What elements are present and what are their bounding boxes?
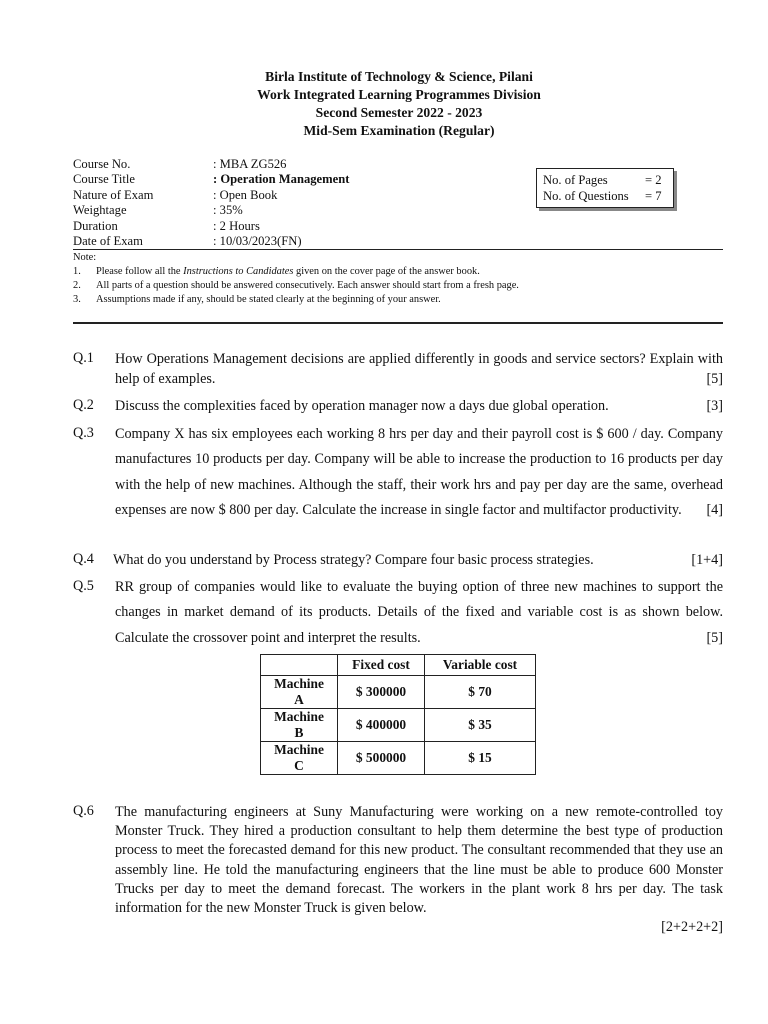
notes-title: Note: xyxy=(73,252,97,263)
variable-cost-cell: $ 35 xyxy=(425,709,536,742)
question-text xyxy=(115,575,723,651)
machine-cell xyxy=(261,742,338,775)
meta-value: : 10/03/2023(FN) xyxy=(213,234,302,249)
note-item xyxy=(73,279,723,293)
question-number: Q.3 xyxy=(73,425,94,441)
meta-row xyxy=(73,219,349,234)
machine-id: B xyxy=(294,725,304,740)
fixed-cost-cell: $ 300000 xyxy=(338,676,425,709)
machine-label: Machine xyxy=(274,676,324,691)
question-text xyxy=(115,350,723,389)
question-2 xyxy=(73,397,723,417)
variable-cost-cell: $ 70 xyxy=(425,676,536,709)
pages-label: No. of Pages xyxy=(543,173,608,187)
question-marks: [3] xyxy=(706,398,723,414)
pages-box xyxy=(536,168,674,208)
table-header-cell: Fixed cost xyxy=(338,655,425,676)
notes xyxy=(73,251,723,307)
meta-value: : 2 Hours xyxy=(213,218,260,233)
question-marks: [2+2+2+2] xyxy=(661,919,723,936)
question-4 xyxy=(73,551,723,571)
questions-row xyxy=(543,188,673,204)
question-number: Q.2 xyxy=(73,397,94,413)
question-number: Q.1 xyxy=(73,350,94,366)
meta-label: Course No. xyxy=(73,157,131,171)
question-body: The manufacturing engineers at Suny Manufacturing were working on a new remote-controlled toy Monster Truck. They hired a production consultant to help them determine the best type of production process to meet the forecasted demand for this new product. The consultant recommended that they use an assembly line. He told the manufacturing engineers that the line must be able to produce 600 Monster Trucks per day to meet the demand forecast. The workers in the plant work 8 hrs per day. The task information for the new Monster Truck is given below. xyxy=(115,804,723,917)
question-body: How Operations Management decisions are applied differently in goods and service sectors? Explain with help of examples. xyxy=(115,351,723,387)
exam-header xyxy=(0,68,768,140)
table-header-row xyxy=(261,655,536,676)
note-text xyxy=(96,265,480,279)
question-number: Q.5 xyxy=(73,578,94,594)
question-body: Discuss the complexities faced by operation manager now a days due global operation. xyxy=(115,398,609,414)
meta-row xyxy=(73,234,349,249)
meta-row xyxy=(73,157,349,172)
question-body: RR group of companies would like to evaluate the buying option of three new machines to support the changes in market demand of its products. Details of the fixed and variable cost is as shown below. Calculate the crossover point and interpret the results. xyxy=(115,579,723,646)
fixed-cost-cell: $ 400000 xyxy=(338,709,425,742)
course-details xyxy=(73,157,349,249)
institute-name: Birla Institute of Technology & Science, Pilani xyxy=(265,69,533,84)
machine-cell xyxy=(261,709,338,742)
question-marks: [5] xyxy=(706,370,723,387)
question-body: What do you understand by Process strategy? Compare four basic process strategies. xyxy=(113,552,594,568)
note-text-part: given on the cover page of the answer book. xyxy=(293,266,480,277)
questions-value: = 7 xyxy=(645,189,662,203)
variable-cost-cell: $ 15 xyxy=(425,742,536,775)
pages-row xyxy=(543,172,673,188)
machine-id: A xyxy=(294,692,304,707)
meta-value: : Open Book xyxy=(213,187,278,202)
meta-value: : 35% xyxy=(213,203,243,218)
meta-value: : Operation Management xyxy=(213,172,350,187)
meta-label: Nature of Exam xyxy=(73,187,154,202)
machine-cell xyxy=(261,676,338,709)
meta-value: : MBA ZG526 xyxy=(213,157,287,171)
note-emphasis: Instructions to Candidates xyxy=(183,266,294,277)
table-row xyxy=(261,742,536,775)
question-1 xyxy=(73,350,723,389)
divider xyxy=(73,249,723,250)
question-marks: [1+4] xyxy=(691,552,723,568)
meta-row xyxy=(73,188,349,203)
meta-row xyxy=(73,203,349,218)
meta-label: Weightage xyxy=(73,203,127,218)
note-item xyxy=(73,265,723,279)
question-text xyxy=(115,422,723,523)
meta-label: Course Title xyxy=(73,172,135,187)
division-name: Work Integrated Learning Programmes Division xyxy=(257,87,541,102)
question-body: Company X has six employees each working 8 hrs per day and their payroll cost is $ 600 / day. Company manufactures 10 products per day. Company will be able to increase the production to 16 products per day with the help of new machines. Although the staff, their work hrs and pay per day are the same, overhead expenses are now $ 800 per day. Calculate the increase in single factor and multifactor productivity. xyxy=(115,426,723,518)
table-row xyxy=(261,709,536,742)
note-number: 2. xyxy=(73,280,81,291)
table-row xyxy=(261,676,536,709)
question-number: Q.6 xyxy=(73,803,94,819)
question-6 xyxy=(73,803,723,937)
table-header-cell: Variable cost xyxy=(425,655,536,676)
machine-label: Machine xyxy=(274,742,324,757)
note-text: Assumptions made if any, should be stated clearly at the beginning of your answer. xyxy=(96,294,441,305)
note-number: 1. xyxy=(73,266,81,277)
meta-label: Duration xyxy=(73,218,118,233)
question-text xyxy=(113,551,723,571)
questions-label: No. of Questions xyxy=(543,189,629,203)
question-3 xyxy=(73,422,723,523)
question-text xyxy=(115,803,723,936)
fixed-cost-cell: $ 500000 xyxy=(338,742,425,775)
question-text xyxy=(115,397,723,417)
question-5 xyxy=(73,575,723,651)
meta-row xyxy=(73,172,349,187)
question-marks: [5] xyxy=(706,629,723,646)
semester: Second Semester 2022 - 2023 xyxy=(315,105,483,120)
meta-label: Date of Exam xyxy=(73,234,143,249)
machine-label: Machine xyxy=(274,709,324,724)
divider-thick xyxy=(73,322,723,324)
table-header-cell xyxy=(261,655,338,676)
note-item xyxy=(73,293,723,307)
machine-id: C xyxy=(294,758,304,773)
question-number: Q.4 xyxy=(73,551,94,567)
exam-type: Mid-Sem Examination (Regular) xyxy=(303,123,495,138)
cost-table xyxy=(260,654,536,775)
question-marks: [4] xyxy=(706,501,723,518)
note-text: All parts of a question should be answered consecutively. Each answer should start from a fresh page. xyxy=(96,280,519,291)
note-text-part: Please follow all the xyxy=(96,266,184,277)
pages-value: = 2 xyxy=(645,173,662,187)
note-number: 3. xyxy=(73,294,81,305)
